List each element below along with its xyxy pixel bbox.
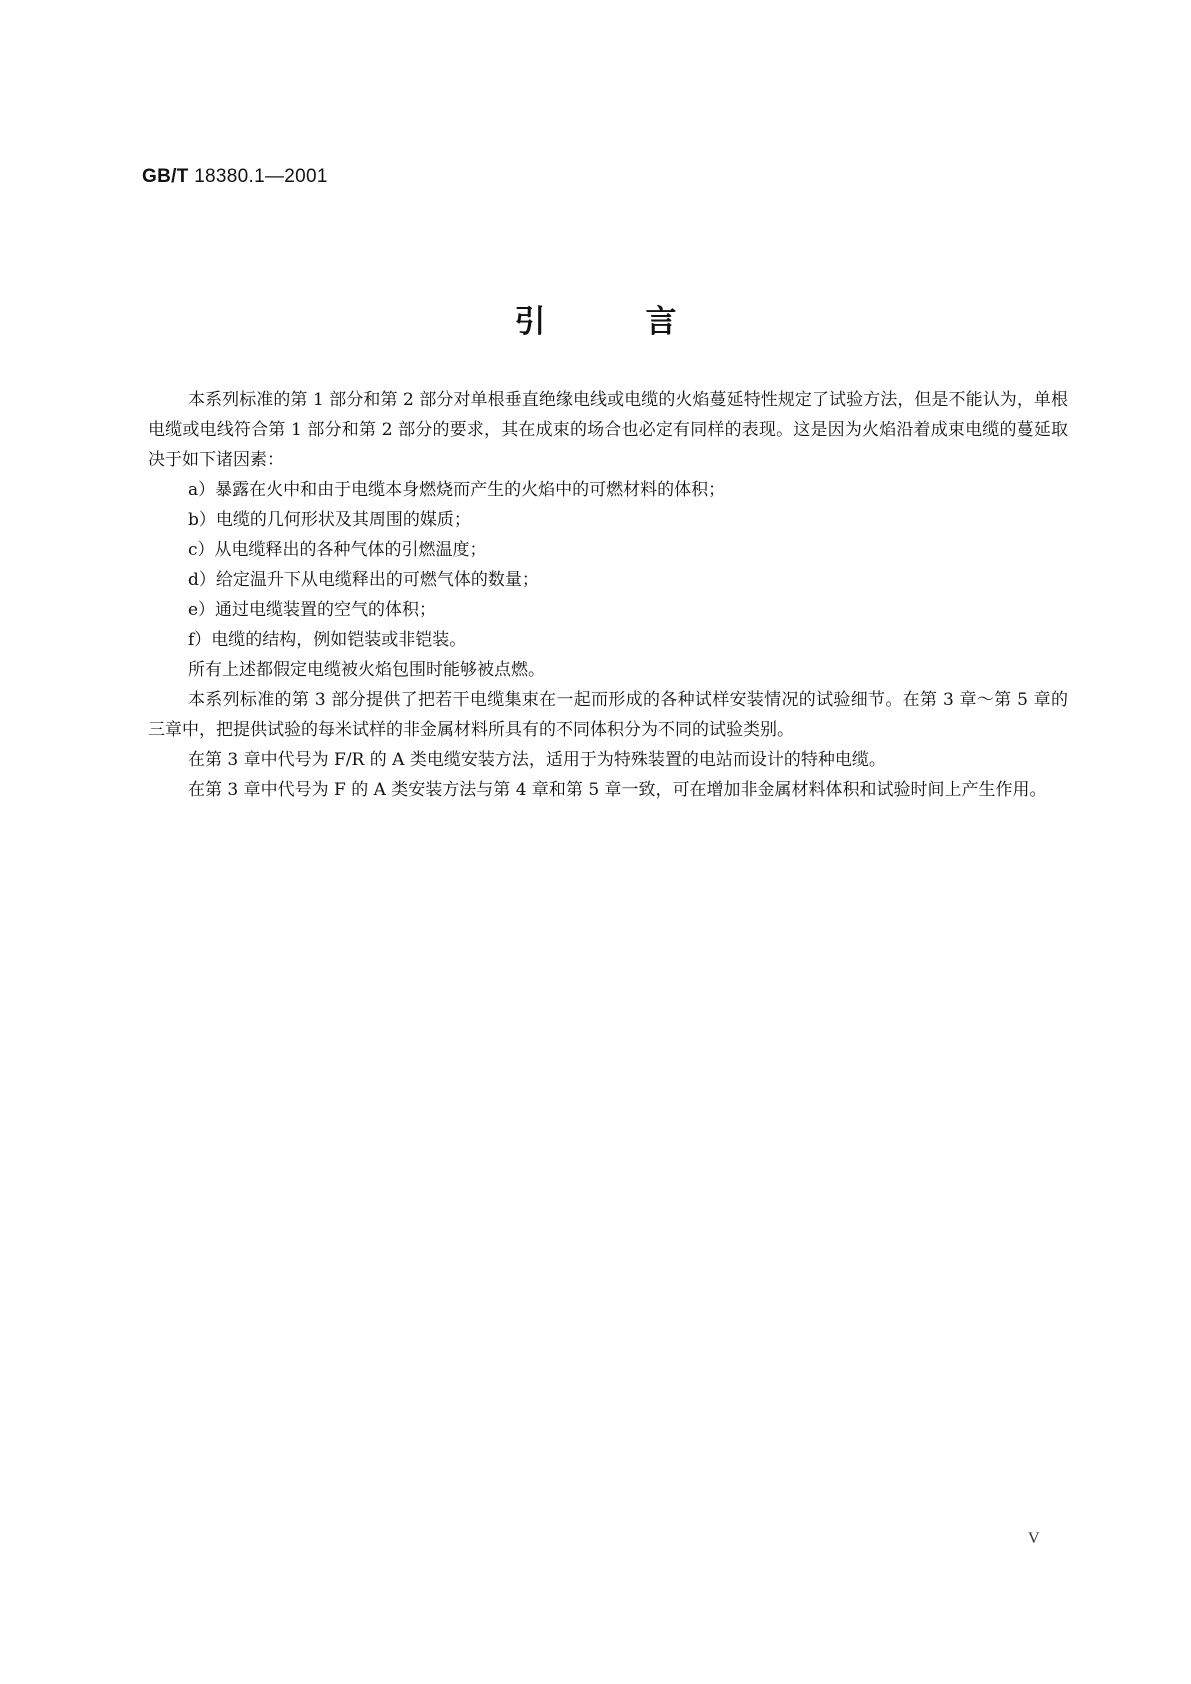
list-item-c: c）从电缆释出的各种气体的引燃温度；	[188, 540, 487, 560]
list-item-f: f）电缆的结构，例如铠装或非铠装。	[188, 630, 467, 650]
page-number: V	[1028, 1530, 1040, 1547]
paragraph-intro: 本系列标准的第 1 部分和第 2 部分对单根垂直绝缘电线或电缆的火焰蔓延特性规定了试验方法，但是不能认为，单根电缆或电线符合第 1 部分和第 2 部分的要求，其在成束的场合也必定有同样的表现。这是因为火焰沿着成束电缆的蔓延取决于如下诸因素：	[148, 390, 1068, 470]
paragraph-assumption: 所有上述都假定电缆被火焰包围时能够被点燃。	[188, 660, 545, 680]
paragraph-part3: 本系列标准的第 3 部分提供了把若干电缆集束在一起而形成的各种试样安装情况的试验细节。在第 3 章～第 5 章的三章中，把提供试验的每米试样的非金属材料所具有的不同体积分为不同的试验类别。	[148, 690, 1068, 740]
standard-prefix: GB/T	[142, 166, 189, 187]
standard-code	[142, 166, 328, 188]
list-item-a: a）暴露在火中和由于电缆本身燃烧而产生的火焰中的可燃材料的体积；	[188, 480, 726, 500]
section-title: 引言	[514, 304, 777, 340]
list-item-d: d）给定温升下从电缆释出的可燃气体的数量；	[188, 570, 539, 590]
paragraph-fr-method: 在第 3 章中代号为 F/R 的 A 类电缆安装方法，适用于为特殊装置的电站而设计的特种电缆。	[188, 750, 886, 770]
list-item-e: e）通过电缆装置的空气的体积；	[188, 600, 437, 620]
list-item-b: b）电缆的几何形状及其周围的媒质；	[188, 510, 471, 530]
paragraph-f-method: 在第 3 章中代号为 F 的 A 类安装方法与第 4 章和第 5 章一致，可在增加非金属材料体积和试验时间上产生作用。	[188, 780, 1047, 800]
document-body	[148, 385, 1068, 805]
standard-number: 18380.1—2001	[194, 166, 328, 187]
